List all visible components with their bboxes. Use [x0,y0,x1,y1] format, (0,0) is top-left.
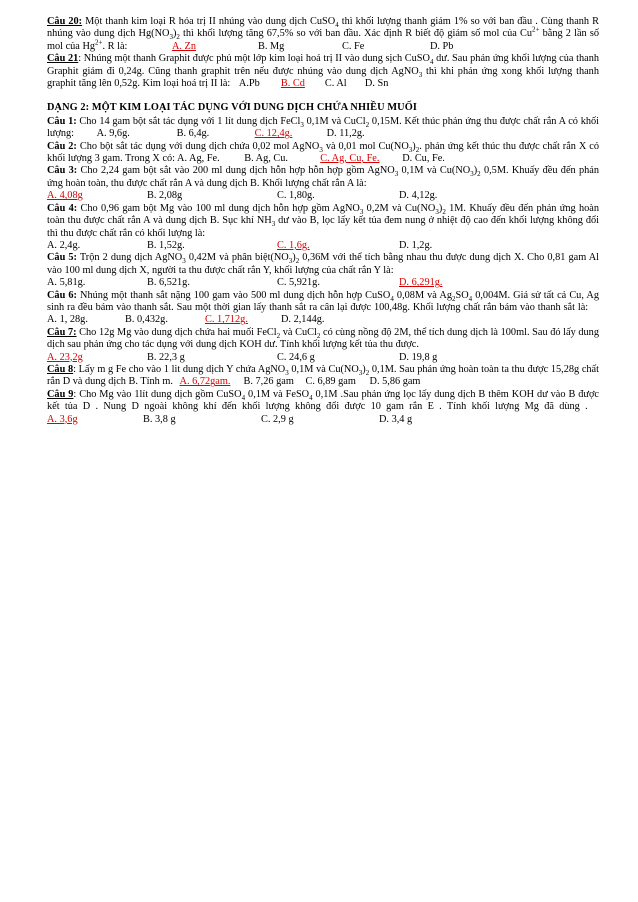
answer-option: C. Ag, Cu, Fe. [320,153,380,165]
option: A. 5,81g. [47,277,86,289]
option: C. Al [324,78,347,90]
option: D. 5,86 gam [369,376,421,388]
option: C. 2,9 g [261,413,294,425]
option: B. 22,3 g [147,351,185,363]
answer-option: A. 4,08g [47,190,83,202]
question-7: Câu 7: Cho 12g Mg vào dung dịch chứa hai muối FeCl$_2$ và CuCl$_2$ có cùng nồng độ 2M, thể tích dung dịch là 100ml. Sau đó lấy dung dịch sau phản ứng cho tác dụng với dung dịch KOH dư. Tính khối lượng kết tủa thu được. A. 23,2g B. 22,3 g C. 24,6 g D. 19,8 g [47,326,599,363]
question-label: Câu 4: [47,202,78,214]
question-2: Câu 2: Cho bột sắt tác dụng với dung dịch chứa 0,02 mol AgNO$_3$ và 0,01 mol $Cu(NO_3)_2$. phản ứng kết thúc thu được chất rắn X có khối lượng 3 gam. Trong X có: A. Ag, Fe. B. Ag, Cu. C. Ag, Cu, Fe. D. Cu, Fe. [47,140,600,165]
option: C. 5,921g. [277,277,320,289]
answer-option: A. Zn [171,40,196,52]
option: C. 24,6 g [277,351,315,363]
option: B. 0,432g. [125,314,168,326]
option: A. 1, 28g. [47,314,88,326]
question-6: Câu 6: Nhúng một thanh sắt nặng 100 gam vào 500 ml dung dịch hỗn hợp CuSO$_4$ 0,08M và $Ag_2SO_4$ 0,004M. Giả sử tất cả Cu, Ag sinh ra đều bám vào thanh sắt. Sau một thời gian lấy thanh sắt ra cân lại được 100,48g. Khối lượng chất rắn bám vào thanh sắt là: A. 1, 28g. B. 0,432g. C. 1,712g. D. 2,144g. [47,289,599,326]
document-page [47,16,599,426]
answer-option: B. Cd [280,78,305,90]
question-4: Câu 4: Cho 0,96 gam bột Mg vào 100 ml dung dịch hỗn hợp gồm AgNO$_3$ 0,2M và $Cu(NO_3)_2$ 1M. Khuấy đều đến phản ứng hoàn toàn thu được chất rắn A và dung dịch B. Sục khí $NH_3$ dư vào B, lọc lấy kết tủa đem nung ở nhiệt độ cao đến khối lượng không đổi thì thu được chất rắn có khối lượng là: A. 2,4g. B. 1,52g. C. 1,6g. D. 1,2g. [47,202,600,251]
option: A. 2,4g. [47,239,81,251]
question-8: Câu 8: Lấy m g Fe cho vào 1 lit dung dịch Y chứa AgNO$_3$ 0,1M và $Cu(NO_3)_2$ 0,1M. Sau phản ứng hoàn toàn ta thu được 15,28g chất rắn D và dung dịch B. Tính m. A. 6,72gam. B. 7,26 gam C. 6,89 gam D. 5,86 gam [47,363,599,388]
option: C. 6,89 gam [305,376,356,388]
question-9: Câu 9: Cho Mg vào 1lít dung dịch gồm CuSO$_4$ 0,1M và FeSO$_4$ 0,1M .Sau phản ứng lọc lấy dung dịch B thêm KOH dư vào B được kết tủa D . Nung D ngoài không khí đến khối lượng không đổi được 10 gam rắn E . Tính khối lượng Mg đã dùng . A. 3,6g B. 3,8 g C. 2,9 g D. 3,4 g [47,388,599,425]
answer-option: A. 3,6g [47,413,78,425]
option: D. 1,2g. [399,239,433,251]
option: D. Pb [429,40,454,52]
question-3: Câu 3: Cho 2,24 gam bột sắt vào 200 ml dung dịch hỗn hợp hỗn hợp gồm AgNO$_3$ 0,1M và $Cu(NO_3)_2$ 0,5M. Khuấy đều đến phản ứng hoàn toàn, thu được chất rắn A và dung dịch B. Khối lượng chất rắn A là: A. 4,08g B. 2,08g C. 1,80g. D. 4,12g. [47,165,599,202]
option: B. Mg [257,40,285,52]
option: A.Pb [238,78,260,90]
answer-option: C. 1,712g. [205,314,248,326]
option: D. Sn [364,78,389,90]
option: C. 1,80g. [277,190,315,202]
question-label: Câu 7: [47,326,77,338]
question-label: Câu 9 [47,388,74,400]
option: D. 4,12g. [399,190,438,202]
answer-option: A. 6,72gam. [179,376,231,388]
question-label: Câu 3: [47,165,78,177]
question-label: Câu 5: [47,252,77,264]
question-label: Câu 21 [47,53,79,65]
question-label: Câu 1: [47,115,77,127]
question-label: Câu 2: [47,140,77,152]
option: D. 11,2g. [326,128,365,140]
question-label: Câu 8 [47,363,74,375]
answer-option: C. 12,4g. [254,128,293,140]
question-label: Câu 6: [47,289,77,301]
answer-option: A. 23,2g [47,351,83,363]
option: B. Ag, Cu. [244,153,289,165]
question-20: Câu 20: Một thanh kim loại R hóa trị II nhúng vào dung dịch CuSO$_4$ thì khối lượng thanh giảm 1% so với ban đầu . Cùng thanh R nhúng vào dung dịch $Hg(NO_3)_2$ thì khối lượng tăng 67,5% so với ban đầu. Xác định R biết độ giảm số mol của $Cu^{2+}$ bằng 2 lần số mol của $Hg^{2+}$. R là: A. Zn B. Mg C. Fe D. Pb [47,16,599,52]
answer-option: C. 1,6g. [277,239,310,251]
answer-option: D. 6,291g. [399,277,443,289]
option: B. 2,08g [147,190,183,202]
option: B. 6,521g. [147,277,190,289]
option: B. 7,26 gam [243,376,294,388]
section-heading: DẠNG 2: MỘT KIM LOẠI TÁC DỤNG VỚI DUNG DỊCH CHỨA NHIỀU MUỐI [47,102,417,114]
option: B. 1,52g. [147,239,185,251]
question-21: Câu 21: Nhúng một thanh Graphit được phủ một lớp kim loại hoá trị II vào dung sịch CuSO$_4$ dư. Sau phản ứng khối lượng của thanh Graphit giảm đi 0,24g. Cũng thanh graphit trên nếu được nhúng vào dung dịch AgNO$_3$ thì khi phản ứng xong khối lượng thanh graphit tăng lên 0,52g. Kim loại hoá trị II là: A.Pb B. Cd C. Al D. Sn [47,53,599,90]
option: B. 3,8 g [143,413,176,425]
option: D. 2,144g. [281,314,325,326]
question-5: Câu 5: Trộn 2 dung dịch AgNO$_3$ 0,42M và phân $biệt(NO_3)_2$ 0,36M với thể tích bằng nhau thu được dung dịch X. Cho 0,81 gam Al vào 100 ml dung dịch X, người ta thu được chất rắn Y, khối lượng của chất rắn Y là: A. 5,81g. B. 6,521g. C. 5,921g. D. 6,291g. [47,252,600,289]
option: D. 3,4 g [379,413,413,425]
option: A. 9,6g. [96,128,130,140]
option: C. Fe [341,40,365,52]
option: D. 19,8 g [399,351,438,363]
question-label: Câu 20: [47,16,83,27]
option: D. Cu, Fe. [402,153,445,165]
question-1: Câu 1: Cho 14 gam bột sắt tác dụng với 1 lít dung dịch FeCl$_3$ 0,1M và CuCl$_2$ 0,15M. Kết thúc phản ứng thu được chất rắn A có khối lượng: A. 9,6g. B. 6,4g. C. 12,4g. D. 11,2g. [47,115,600,140]
option: B. 6,4g. [176,128,210,140]
